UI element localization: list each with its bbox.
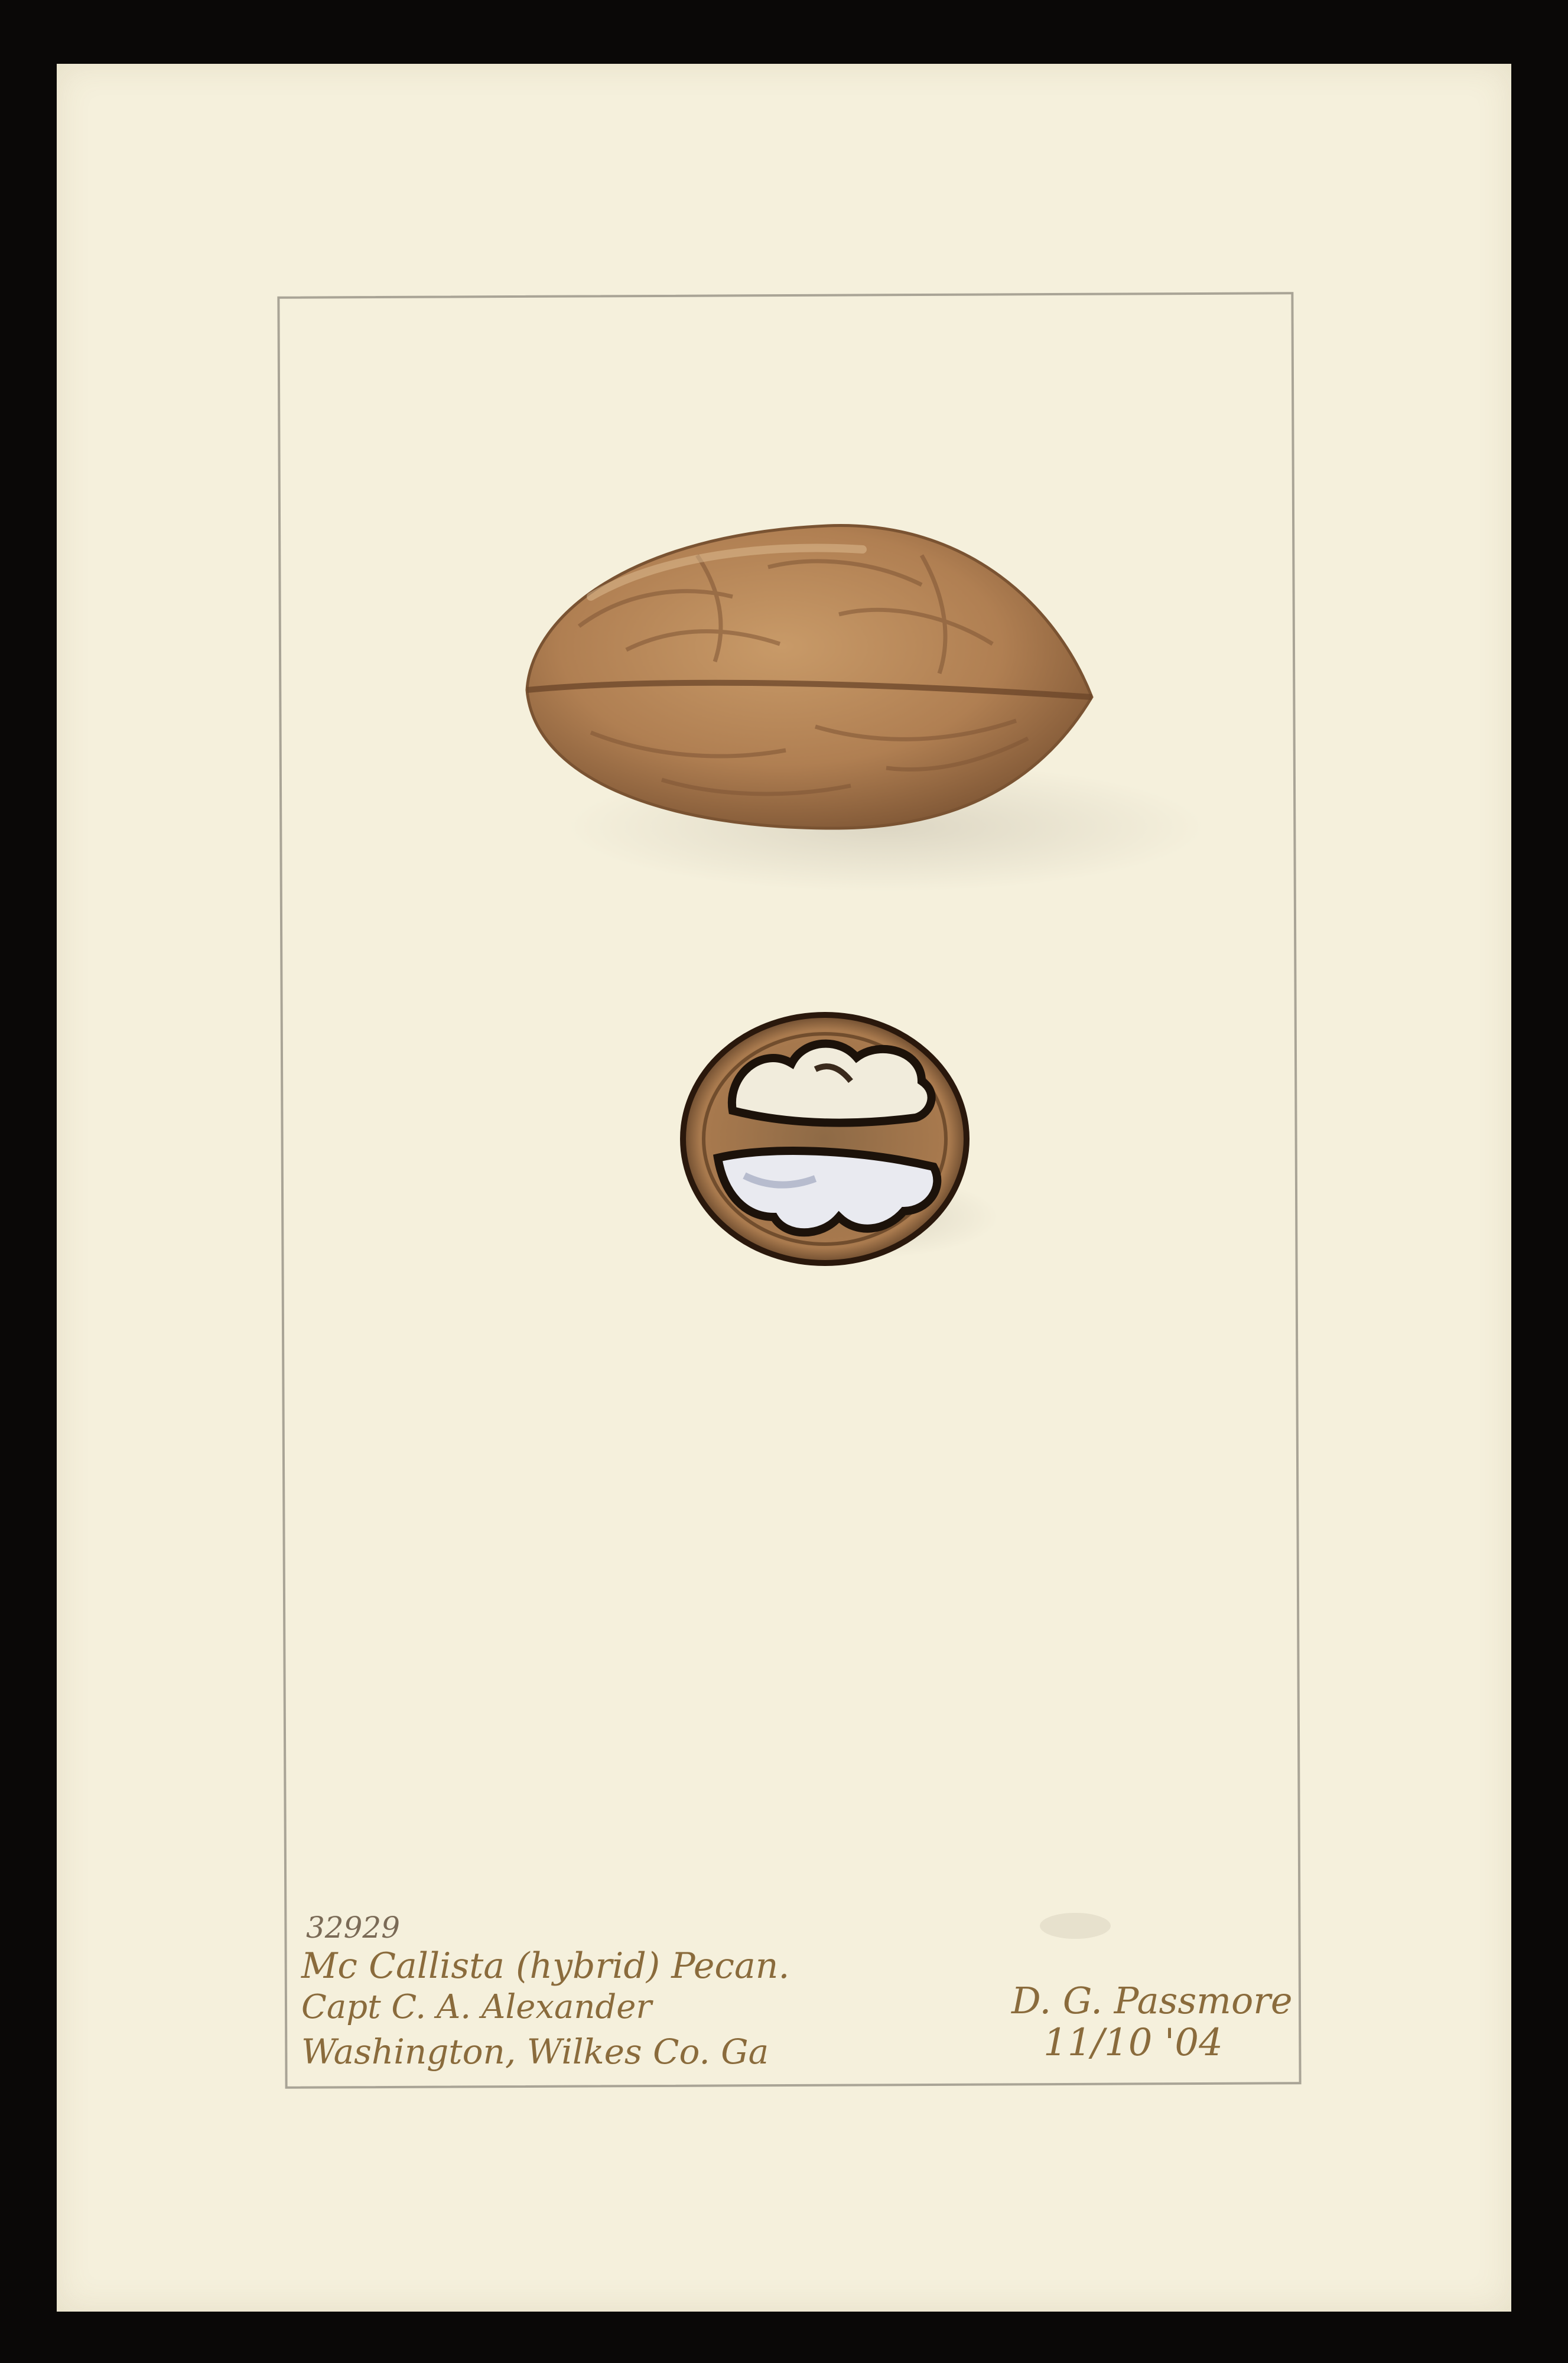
location-label: Washington, Wilkes Co. Ga: [301, 2032, 769, 2072]
pecan-nut-illustration: [527, 526, 1205, 892]
pecan-cross-section-illustration: [683, 1015, 998, 1263]
accession-number: 32929: [306, 1910, 401, 1945]
variety-label: Mc Callista (hybrid) Pecan.: [301, 1945, 790, 1987]
grower-label: Capt C. A. Alexander: [301, 1988, 652, 2026]
plate-date: 11/10 '04: [1043, 2021, 1223, 2065]
paper-stain: [1040, 1913, 1111, 1939]
artist-signature: D. G. Passmore: [1011, 1979, 1293, 2022]
nut-shell: [527, 526, 1092, 829]
